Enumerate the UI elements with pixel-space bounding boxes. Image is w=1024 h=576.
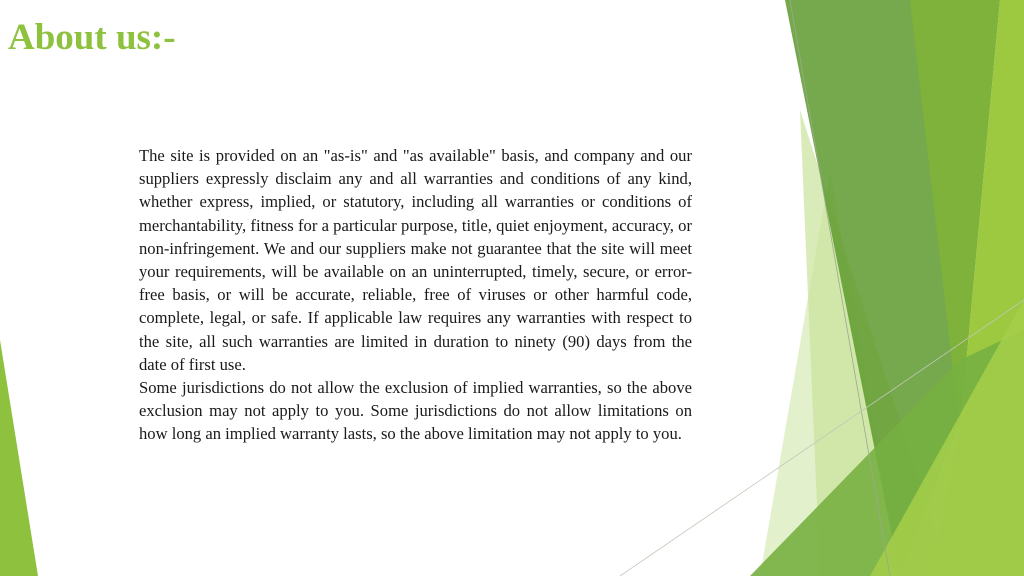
paragraph-disclaimer: The site is provided on an "as-is" and "as available" basis, and company and our suppliers expressly disclaim any and all warranties and conditions of any kind, whether express, implied, or statutory, including all warranties or conditions of merchantability, fitness for a particular purpose, title, quiet enjoyment, accuracy, or non-infringement. We and our suppliers make not guarantee that the site will meet your requirements, will be available on an uninterrupted, timely, secure, or error-free basis, or will be accurate, reliable, free of viruses or other harmful code, complete, legal, or safe. If applicable law requires any warranties with respect to the site, all such warranties are limited in duration to ninety (90) days from the date of first use. (139, 146, 692, 374)
slide-title: About us:- (8, 17, 176, 58)
paragraph-jurisdictions: Some jurisdictions do not allow the exclusion of implied warranties, so the above exclusion may not apply to you. Some jurisdictions do not allow limitations on how long an implied warranty lasts, so the above limitation may not apply to you. (139, 378, 692, 444)
left-edge-green-shape (0, 340, 38, 576)
body-text (139, 144, 692, 446)
